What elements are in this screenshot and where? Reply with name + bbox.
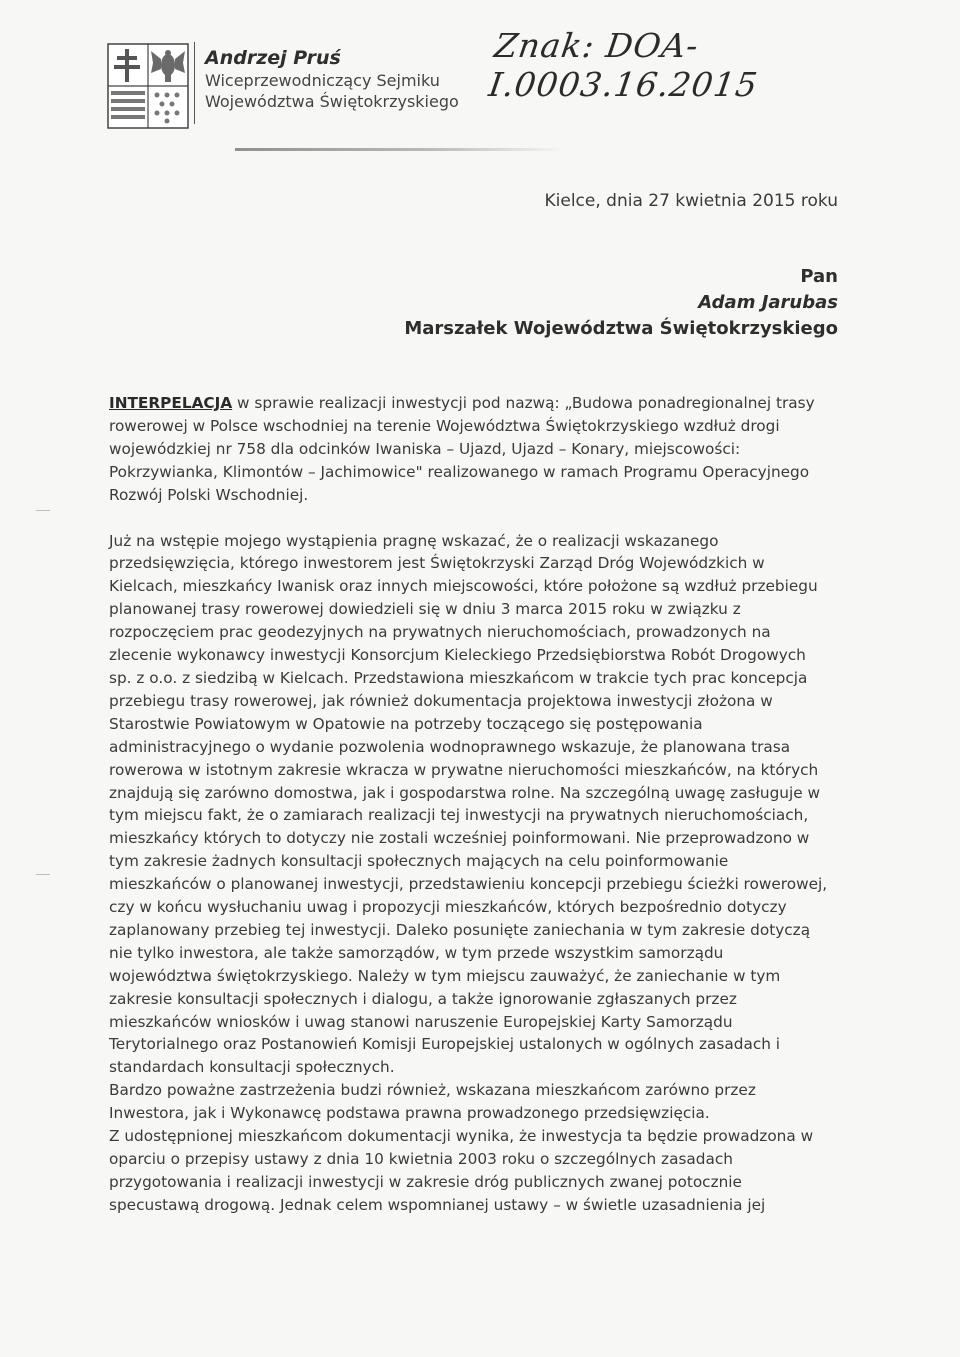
body-paragraphs xyxy=(109,530,831,1217)
addressee-block xyxy=(404,264,838,342)
addressee-name: Adam Jarubas xyxy=(698,292,838,313)
handwritten-reference: Znak: DOA-I.0003.16.2015 xyxy=(486,26,761,104)
margin-mark xyxy=(36,510,50,511)
coat-of-arms-logo xyxy=(107,43,189,129)
sender-line-2: Województwa Świętokrzyskiego xyxy=(205,92,459,111)
sender-line-1: Wiceprzewodniczący Sejmiku xyxy=(205,71,440,90)
body-paragraph-1: Już na wstępie mojego wystąpienia pragnę wskazać, że o realizacji wskazanego przedsięwzięcia, którego inwestorem jest Świętokrzyski Zarząd Dróg Wojewódzkich w Kielcach, mieszkańcy Iwanisk oraz innych miejscowości, które położone są wzdłuż przebiegu planowanej trasy rowerowej dowiedzieli się w dniu 3 marca 2015 roku w związku z rozpoczęciem prac geodezyjnych na prywatnych nieruchomościach, prowadzonych na zlecenie wykonawcy inwestycji Konsorcjum Kieleckiego Przedsiębiorstwa Robót Drogowych sp. z o.o. z siedzibą w Kielcach. Przedstawiona mieszkańcom w trakcie tych prac koncepcja przebiegu trasy rowerowej, jak również dokumentacja projektowa inwestycji złożona w Starostwie Powiatowym w Opatowie na potrzeby toczącego się postępowania administracyjnego o wydanie pozwolenia wodnoprawnego wskazuje, że planowana trasa rowerowa w istotnym zakresie wkracza w prywatne nieruchomości mieszkańców, na których znajdują się zarówno domostwa, jak i gospodarstwa rolne. Na szczególną uwagę zasługuje w tym miejscu fakt, że o zamiarach realizacji tej inwestycji na prywatnych nieruchomościach, mieszkańcy których to dotyczy nie zostali wcześniej poinformowani. Nie przeprowadzono w tym zakresie żadnych konsultacji społecznych mających na celu poinformowanie mieszkańców o planowanej inwestycji, przedstawieniu koncepcji przebiegu ścieżki rowerowej, czy w końcu wysłuchaniu uwag i propozycji mieszkańców, których bezpośrednio dotyczy zaplanowany przebieg tej inwestycji. Daleko posunięte zaniechania w tym zakresie dotyczą nie tylko inwestora, ale także samorządów, w tym przede wszystkim samorządu województwa świętokrzyskiego. Należy w tym miejscu zauważyć, że zaniechanie w tym zakresie konsultacji społecznych i dialogu, a także ignorowanie zgłaszanych przez mieszkańców wniosków i uwag stanowi naruszenie Europejskiej Karty Samorządu Terytorialnego oraz Postanowień Komisji Europejskiej ustalonych w ogólnych zasadach i standardach konsultacji społecznych. xyxy=(109,531,828,1077)
margin-mark xyxy=(36,874,50,875)
letter-date: Kielce, dnia 27 kwietnia 2015 roku xyxy=(544,191,838,211)
addressee-title: Pan xyxy=(800,266,838,287)
addressee-role: Marszałek Województwa Świętokrzyskiego xyxy=(404,318,838,339)
scan-artifact-line xyxy=(235,148,565,151)
interpellation-text: w sprawie realizacji inwestycji pod nazwą: „Budowa ponadregionalnej trasy rowerowej w Polsce wschodniej na terenie Województwa Świętokrzyskiego wzdłuż drogi wojewódzkiej nr 758 dla odcinków Iwaniska – Ujazd, Ujazd – Konary, miejscowości: Pokrzywianka, Klimontów – Jachimowice" realizowanego w ramach Programu Operacyjnego Rozwój Polski Wschodniej. xyxy=(109,394,815,504)
sender-block xyxy=(205,46,459,112)
body-paragraph-3: Z udostępnionej mieszkańcom dokumentacji wynika, że inwestycja ta będzie prowadzona w oparciu o przepisy ustawy z dnia 10 kwietnia 2003 roku o szczególnych zasadach przygotowania i realizacji inwestycji w zakresie dróg publicznych zwanej potocznie specustawą drogową. Jednak celem wspomnianej ustawy – w świetle uzasadnienia jej xyxy=(109,1127,814,1214)
header-divider xyxy=(194,42,195,124)
body-paragraph-2: Bardzo poważne zastrzeżenia budzi również, wskazana mieszkańcom zarówno przez Inwestora, jak i Wykonawcę podstawa prawna prowadzonego przedsięwzięcia. xyxy=(109,1081,756,1123)
interpellation-label: INTERPELACJA xyxy=(109,394,233,412)
sender-name: Andrzej Pruś xyxy=(205,47,341,69)
letter-body xyxy=(109,392,831,1217)
interpellation-paragraph xyxy=(109,392,831,507)
